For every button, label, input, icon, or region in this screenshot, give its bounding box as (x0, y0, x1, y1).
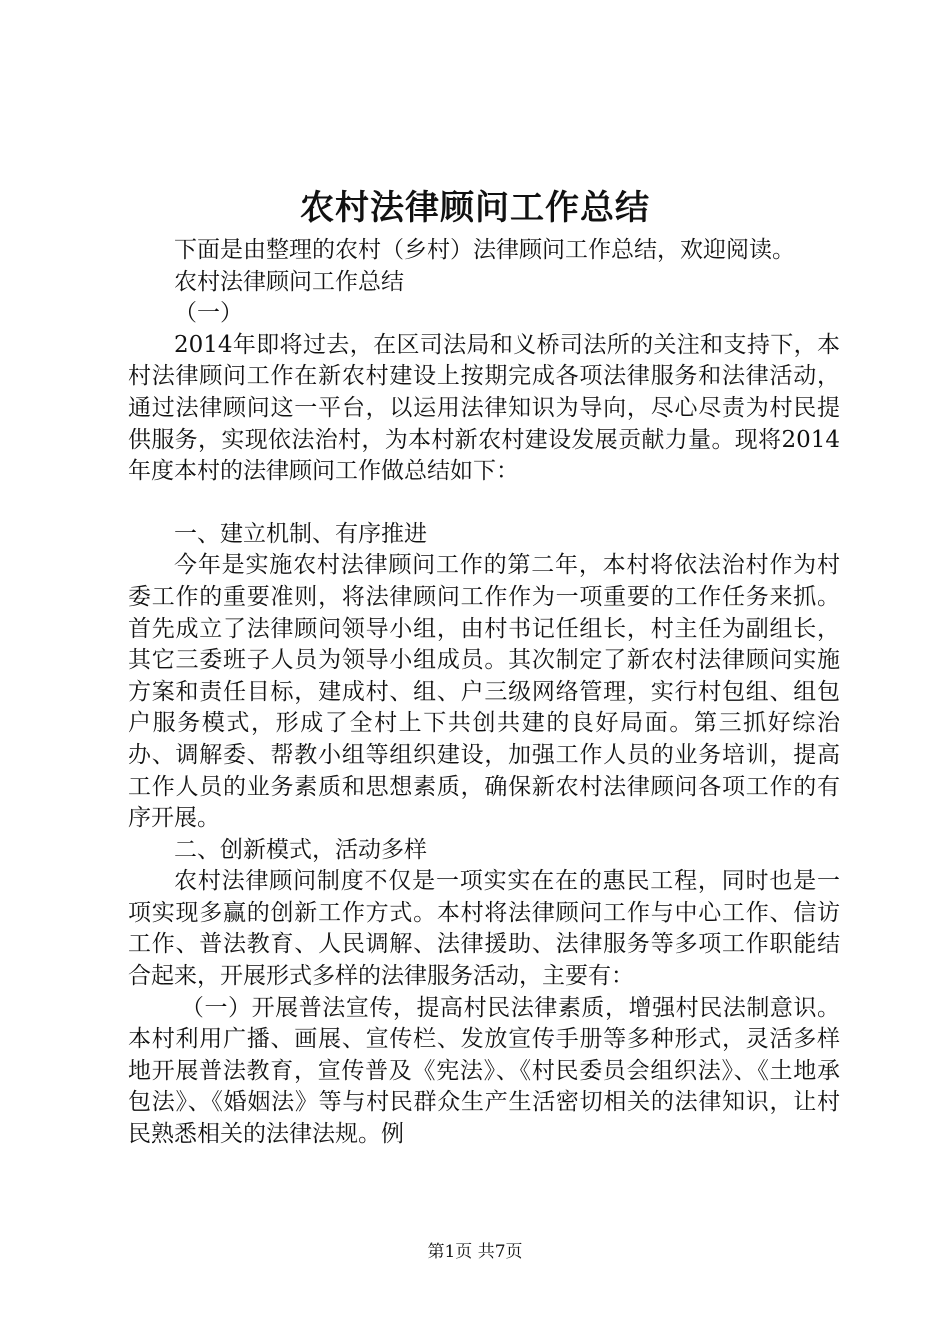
intro-paragraph: 下面是由整理的农村（乡村）法律顾问工作总结，欢迎阅读。 (174, 237, 795, 263)
page-footer: 第1页 共7页 (427, 1242, 523, 1262)
mechanism-paragraph: 今年是实施农村法律顾问工作的第二年，本村将依法治村作为村委工作的重要准则，将法律顾问工作作为一项重要的工作任务来抓。首先成立了法律顾问领导小组，由村书记任组长，村主任为副组长，其它三委班子人员为领导小组成员。其次制定了新农村法律顾问实施方案和责任目标，建成村、组、户三级网络管理，实行村包组、组包户服务模式，形成了全村上下共创共建的良好局面。第三抓好综治办、调解委、帮教小组等组织建设，加强工作人员的业务培训，提高工作人员的业务素质和思想素质，确保新农村法律顾问各项工作的有序开展。 (128, 552, 840, 832)
innovation-paragraph: 农村法律顾问制度不仅是一项实实在在的惠民工程，同时也是一项实现多赢的创新工作方式。本村将法律顾问工作与中心工作、信访工作、普法教育、人民调解、法律援助、法律服务等多项工作职能结合起来，开展形式多样的法律服务活动，主要有： (128, 868, 840, 990)
document-body (128, 235, 840, 1151)
publicity-paragraph: （一）开展普法宣传，提高村民法律素质，增强村民法制意识。本村利用广播、画展、宣传栏、发放宣传手册等多种形式，灵活多样地开展普法教育，宣传普及《宪法》、《村民委员会组织法》、《土地承包法》、《婚姻法》等与村民群众生产生活密切相关的法律知识，让村民熟悉相关的法律法规。例 (128, 994, 840, 1148)
subtitle-paragraph: 农村法律顾问工作总结 (174, 268, 404, 295)
heading-one: 一、建立机制、有序推进 (174, 520, 427, 547)
heading-two: 二、创新模式，活动多样 (174, 836, 427, 863)
section-number: （一） (174, 300, 243, 327)
overview-paragraph: 2014年即将过去，在区司法局和义桥司法所的关注和支持下，本村法律顾问工作在新农村建设上按期完成各项法律服务和法律活动，通过法律顾问这一平台，以运用法律知识为导向，尽心尽责为村民提供服务，实现依法治村，为本村新农村建设发展贡献力量。现将2014年度本村的法律顾问工作做总结如下： (128, 331, 840, 485)
document-title: 农村法律顾问工作总结 (300, 188, 650, 228)
